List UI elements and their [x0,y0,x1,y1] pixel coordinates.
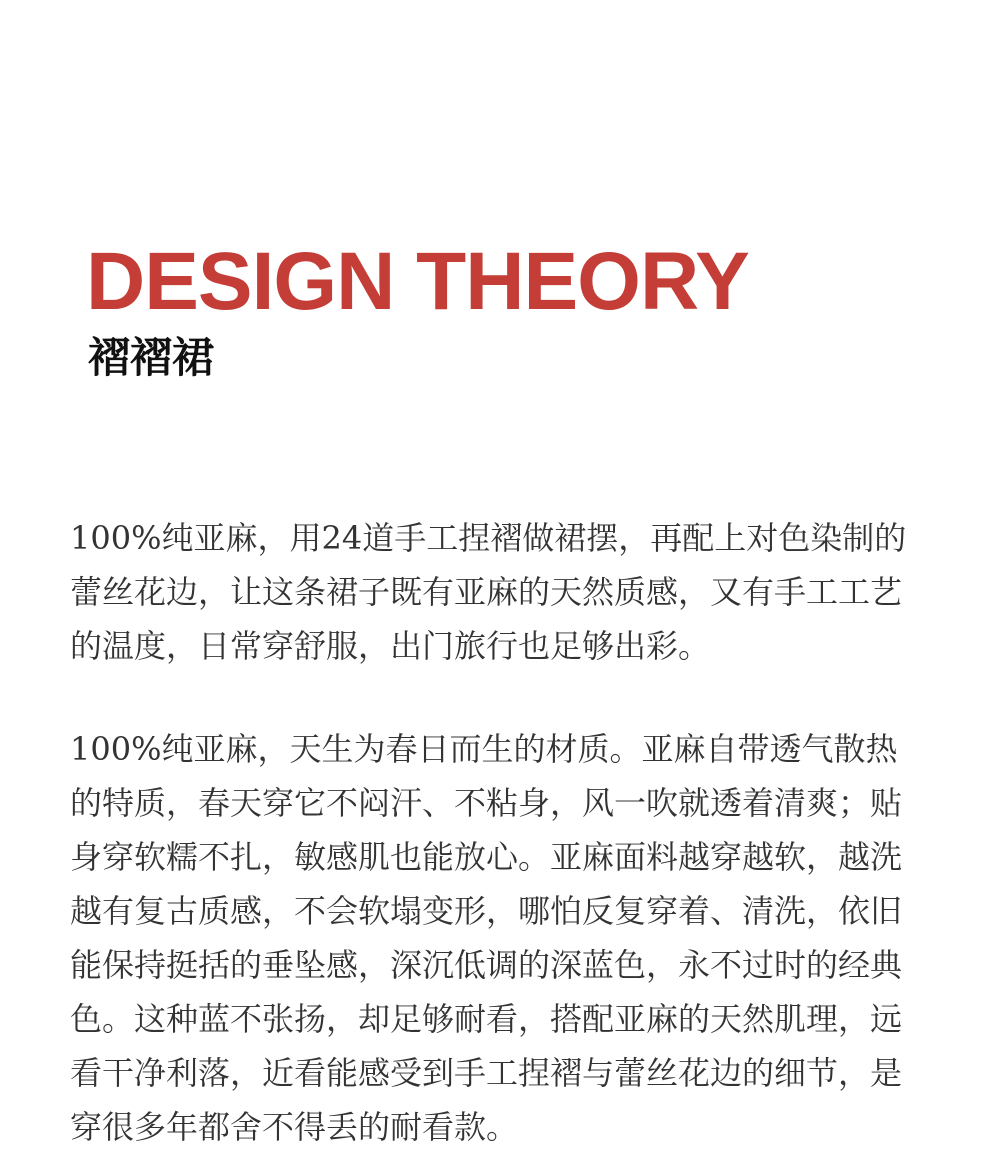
description-paragraph-2: 100%纯亚麻，天生为春日而生的材质。亚麻自带透气散热的特质，春天穿它不闷汗、不粘身，风一吹就透着清爽；贴身穿软糯不扎，敏感肌也能放心。亚麻面料越穿越软，越洗越有复古质感，不会软塌变形，哪怕反复穿着、清洗，依旧能保持挺括的垂坠感，深沉低调的深蓝色，永不过时的经典色。这种蓝不张扬，却足够耐看，搭配亚麻的天然肌理，远看干净利落，近看能感受到手工捏褶与蕾丝花边的细节，是穿很多年都舍不得丢的耐看款。 [70,730,903,1146]
description-paragraph-1: 100%纯亚麻，用24道手工捏褶做裙摆，再配上对色染制的蕾丝花边，让这条裙子既有亚麻的天然质感，又有手工工艺的温度，日常穿舒服，出门旅行也足够出彩。 [70,519,907,665]
product-name-subtitle: 褶褶裙 [88,333,215,382]
design-theory-heading: DESIGN THEORY [86,236,749,327]
